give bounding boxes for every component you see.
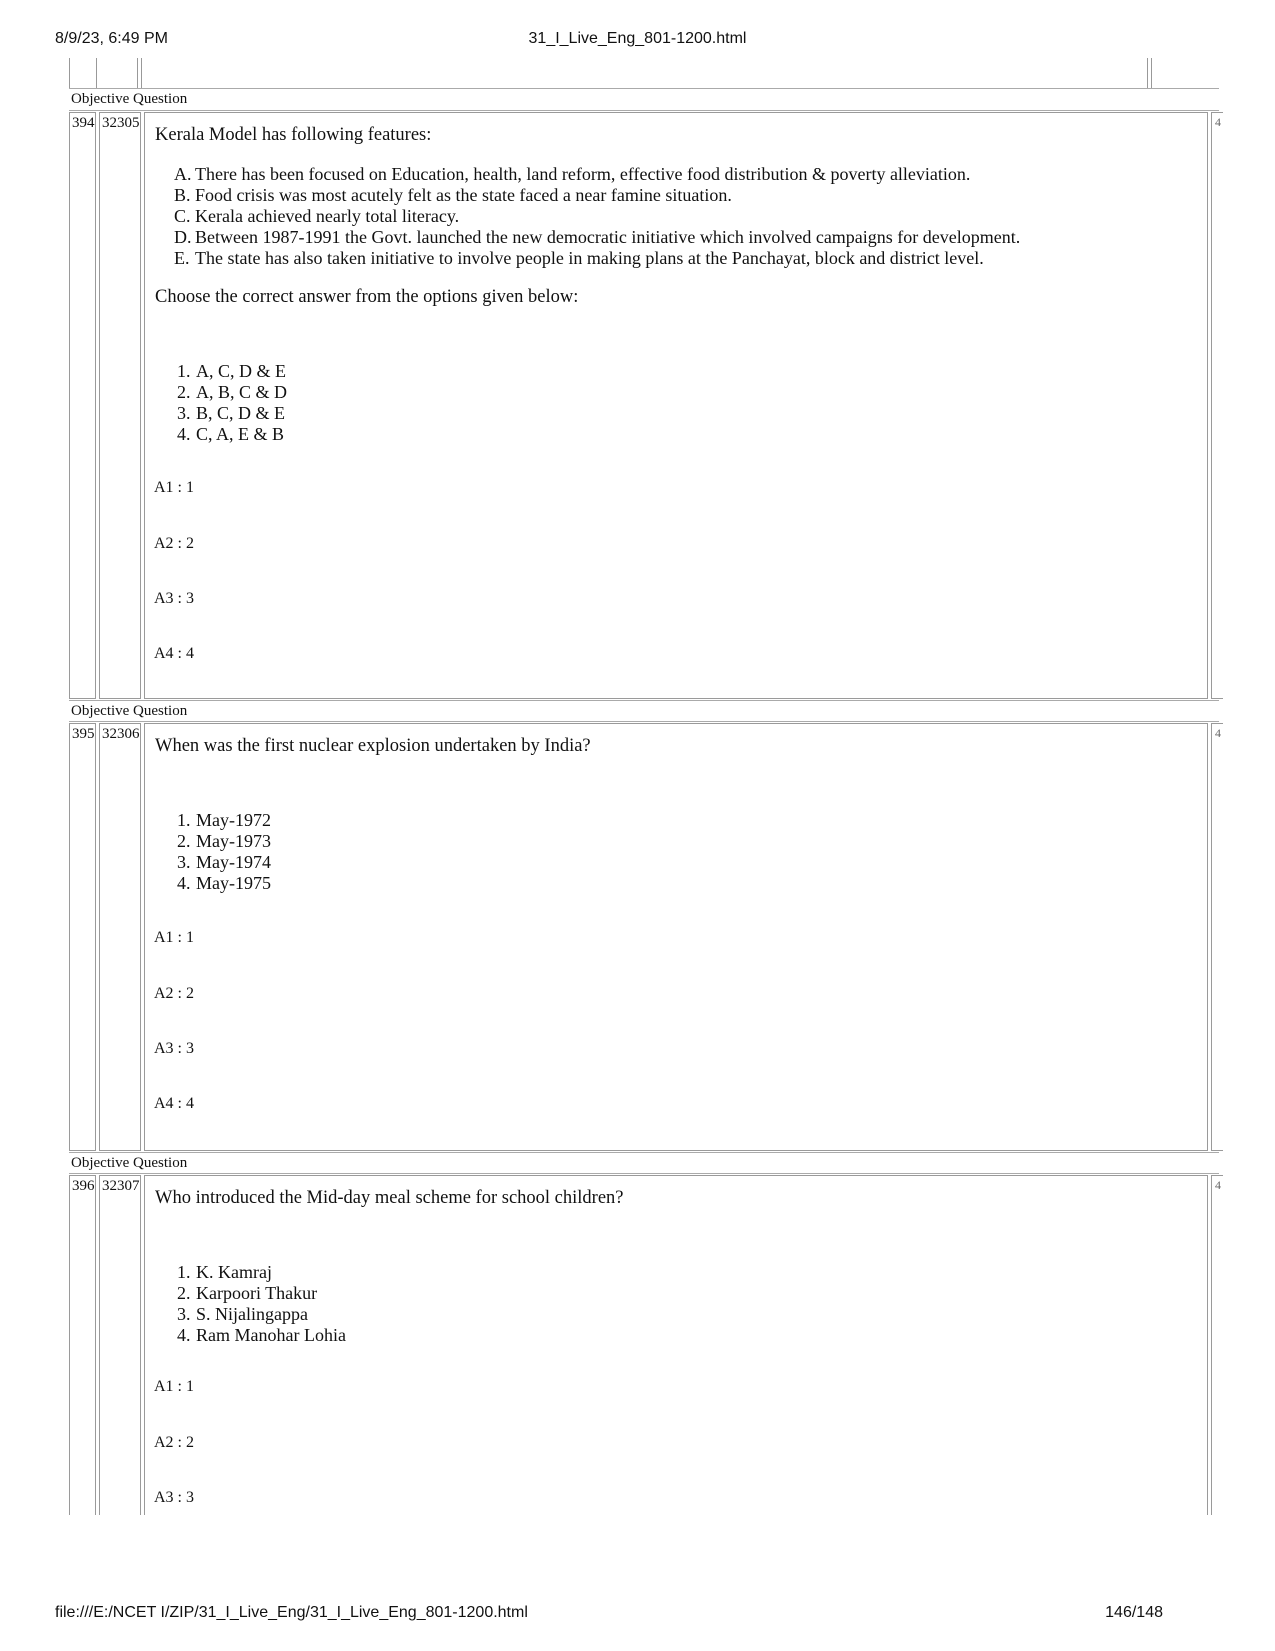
print-datetime: 8/9/23, 6:49 PM: [55, 30, 168, 47]
answer-key-4: A4 : 4: [154, 645, 194, 662]
question-body: [144, 1175, 1208, 1515]
question-id: 32307: [99, 1175, 141, 1515]
question-type-label: Objective Question: [71, 91, 188, 107]
option-list: [155, 361, 287, 445]
option-item: 2. A, B, C & D: [177, 382, 288, 402]
statement-item: C. Kerala achieved nearly total literacy.: [174, 206, 460, 226]
cut-off-column: 4: [1211, 723, 1223, 1151]
answer-key-1: A1 : 1: [154, 929, 194, 946]
question-id: 32306: [99, 723, 141, 1151]
question-body: [144, 112, 1208, 699]
option-item: 3. B, C, D & E: [177, 403, 286, 423]
cut-off-column: 4: [1211, 112, 1223, 699]
option-list: [155, 810, 271, 894]
option-item: 3. May-1974: [177, 852, 271, 872]
cut-off-column: 4: [1211, 1175, 1223, 1515]
question-number: 396: [69, 1175, 96, 1515]
statement-item: D. Between 1987-1991 the Govt. launched the new democratic initiative which involved campaigns for development.: [174, 227, 1021, 247]
statement-item: E. The state has also taken initiative to involve people in making plans at the Panchayat, block and district level.: [174, 248, 984, 268]
answer-key-1: A1 : 1: [154, 1378, 194, 1395]
answer-key-4: A4 : 4: [154, 1095, 194, 1112]
answer-key-2: A2 : 2: [154, 535, 194, 552]
question-type-label: Objective Question: [71, 1155, 188, 1171]
option-item: 4. Ram Manohar Lohia: [177, 1325, 346, 1345]
option-item: 1. May-1972: [177, 810, 271, 830]
answer-key-3: A3 : 3: [154, 590, 194, 607]
question-text: When was the first nuclear explosion undertaken by India?: [155, 736, 591, 756]
option-item: 1. A, C, D & E: [177, 361, 286, 381]
question-type-label: Objective Question: [71, 703, 188, 719]
answer-key-2: A2 : 2: [154, 1434, 194, 1451]
option-item: 1. K. Kamraj: [177, 1262, 272, 1282]
option-item: 2. May-1973: [177, 831, 271, 851]
answer-key-1: A1 : 1: [154, 479, 194, 496]
statement-item: B. Food crisis was most acutely felt as the state faced a near famine situation.: [174, 185, 732, 205]
choose-instruction: Choose the correct answer from the options given below:: [155, 287, 579, 307]
option-item: 3. S. Nijalingappa: [177, 1304, 308, 1324]
question-body: [144, 723, 1208, 1151]
option-item: 4. C, A, E & B: [177, 424, 285, 444]
statement-list: [155, 164, 1197, 269]
answer-key-3: A3 : 3: [154, 1040, 194, 1057]
print-file-path: file:///E:/NCET I/ZIP/31_I_Live_Eng/31_I_Live_Eng_801-1200.html: [55, 1604, 528, 1621]
question-text: Who introduced the Mid-day meal scheme for school children?: [155, 1188, 624, 1208]
question-number: 394: [69, 112, 96, 699]
print-title: 31_I_Live_Eng_801-1200.html: [528, 30, 747, 47]
print-page-number: 146/148: [1105, 1604, 1163, 1621]
answer-key-2: A2 : 2: [154, 985, 194, 1002]
option-list: [155, 1262, 346, 1346]
question-text: Kerala Model has following features:: [155, 125, 432, 145]
answer-key-3: A3 : 3: [154, 1489, 194, 1506]
option-item: 4. May-1975: [177, 873, 271, 893]
question-id: 32305: [99, 112, 141, 699]
statement-item: A. There has been focused on Education, health, land reform, effective food distribution & poverty alleviation.: [174, 164, 971, 184]
option-item: 2. Karpoori Thakur: [177, 1283, 318, 1303]
question-number: 395: [69, 723, 96, 1151]
